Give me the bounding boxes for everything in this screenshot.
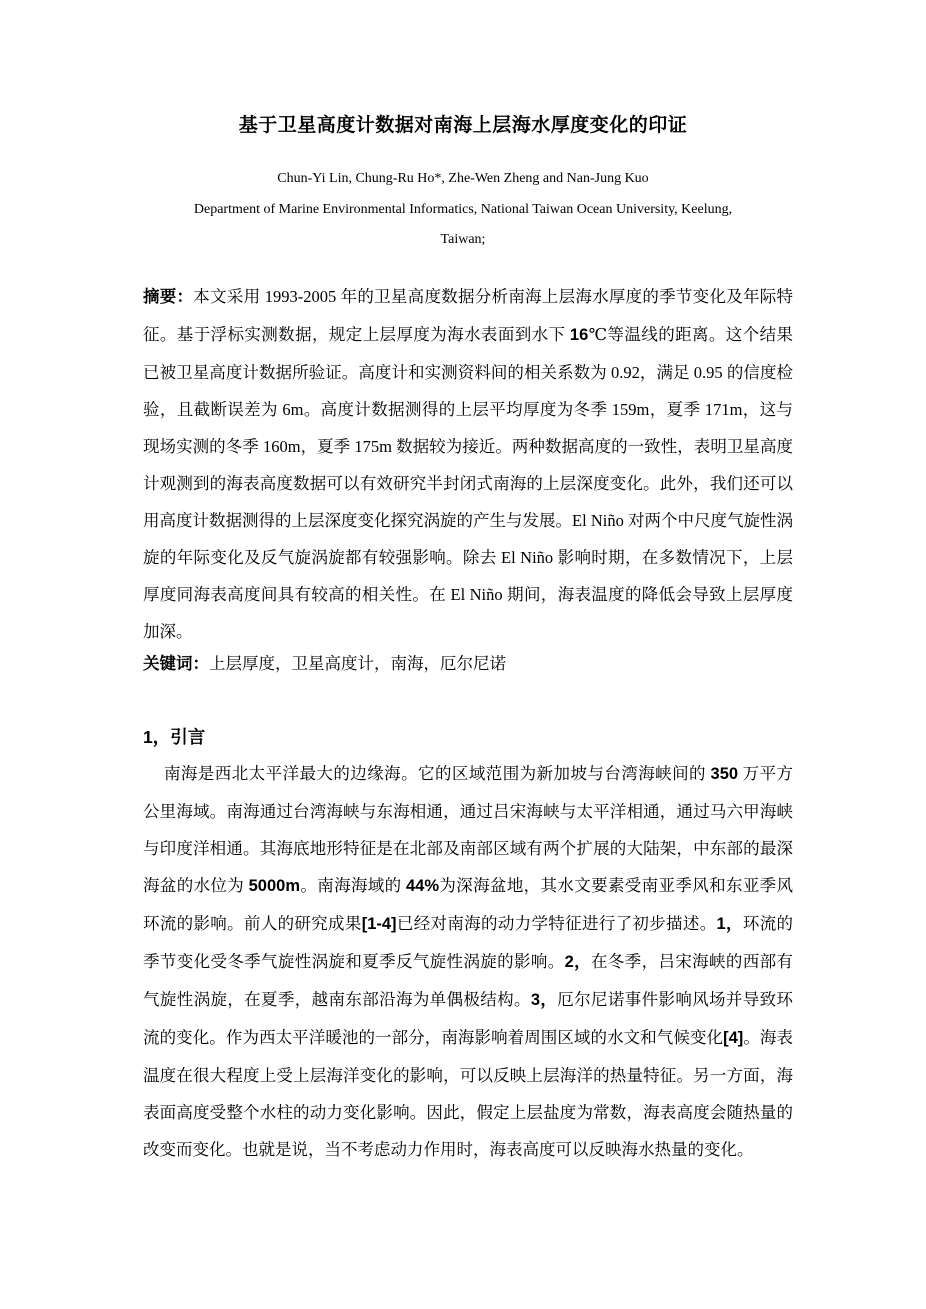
text-run: 南海是西北太平洋最大的边缘海。它的区域范围为新加坡与台湾海峡间的 bbox=[164, 764, 711, 783]
section-heading-introduction: 1，引言 bbox=[143, 727, 206, 747]
abstract-text bbox=[143, 287, 793, 641]
authors-line: Chun-Yi Lin, Chung-Ru Ho*, Zhe-Wen Zheng and Nan-Jung Kuo bbox=[277, 171, 649, 186]
affiliation-line-2: Taiwan; bbox=[440, 232, 486, 247]
text-run: ℃等温线的距离。这个结果已被卫星高度计数据所验证。高度计和实测资料间的相关系数为 0.92，满足 0.95 的信度检验，且截断误差为 6m。高度计数据测得的上层平均厚度为冬季 159m，夏季 171m，这与现场实测的冬季 160m，夏季 175m 数据较为接近。两种数据高度的一致性，表明卫星高度计观测到的海表高度数据可以有效研究半封闭式南海的上层深度变化。此外，我们还可以用高度计数据测得的上层深度变化探究涡旋的产生与发展。El Niño 对两个中尺度气旋性涡旋的年际变化及反气旋涡旋都有较强影响。除去 El Niño 影响时期，在多数情况下，上层厚度同海表高度间具有较高的相关性。在 El Niño 期间，海表温度的降低会导致上层厚度加深。 bbox=[143, 325, 793, 641]
affiliation-line-1: Department of Marine Environmental Informatics, National Taiwan Ocean University, Keelung, bbox=[193, 202, 733, 217]
bold-text-run: 350 bbox=[710, 765, 739, 783]
bold-text-run: [4] bbox=[723, 1029, 744, 1047]
introduction-paragraph bbox=[143, 755, 793, 1168]
text-run: 。海表温度在很大程度上受上层海洋变化的影响，可以反映上层海洋的热量特征。另一方面，海表面高度受整个水柱的动力变化影响。因此，假定上层盐度为常数，海表高度会随热量的改变而变化。也就是说，当不考虑动力作用时，海表高度可以反映海水热量的变化。 bbox=[143, 1028, 794, 1159]
bold-text-run: 16 bbox=[569, 326, 589, 344]
keywords-text: 上层厚度，卫星高度计，南海，厄尔尼诺 bbox=[209, 654, 506, 673]
page-title: 基于卫星高度计数据对南海上层海水厚度变化的印证 bbox=[238, 115, 688, 136]
text-run: 已经对南海的动力学特征进行了初步描述。 bbox=[396, 914, 717, 933]
bold-text-run: 1， bbox=[716, 915, 743, 933]
bold-text-run: 2， bbox=[564, 953, 591, 971]
keywords-label: 关键词： bbox=[143, 655, 209, 673]
text-run: 厄尔尼诺事件影响风场并导致环流的变化。作为西太平洋暖池的一部分，南海影响着周围区域的水文和气候变化 bbox=[143, 990, 794, 1047]
text-run: 。南海海域的 bbox=[300, 876, 406, 895]
abstract-paragraph bbox=[143, 278, 793, 650]
abstract-label: 摘要： bbox=[143, 288, 194, 306]
bold-text-run: 44% bbox=[406, 877, 440, 895]
text-run: 在冬季，吕宋海峡的西部有气旋性涡旋，在夏季，越南东部沿海为单偶极结构。 bbox=[143, 952, 793, 1009]
bold-text-run: 5000m bbox=[248, 877, 301, 895]
text-run: 为深海盆地，其水文要素受南亚季风和东亚季风环流的影响。前人的研究成果 bbox=[143, 876, 794, 933]
bold-text-run: 3， bbox=[530, 991, 558, 1009]
text-run: 环流的季节变化受冬季气旋性涡旋和夏季反气旋性涡旋的影响。 bbox=[143, 914, 794, 971]
text-run: 万平方公里海域。南海通过台湾海峡与东海相通，通过吕宋海峡与太平洋相通，通过马六甲海峡与印度洋相通。其海底地形特征是在北部及南部区域有两个扩展的大陆架，中东部的最深海盆的水位为 bbox=[143, 764, 794, 895]
text-run: 本文采用 1993-2005 年的卫星高度数据分析南海上层海水厚度的季节变化及年际特征。基于浮标实测数据，规定上层厚度为海水表面到水下 bbox=[143, 287, 793, 344]
bold-text-run: [1-4] bbox=[361, 915, 397, 933]
keywords-line bbox=[143, 645, 793, 683]
